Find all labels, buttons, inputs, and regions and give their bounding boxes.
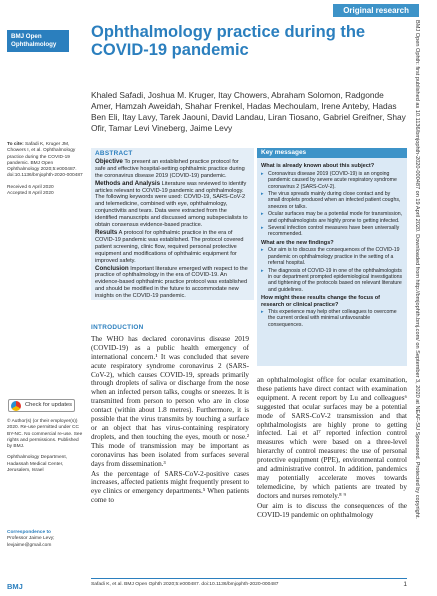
key-question-2: What are the new findings?	[261, 239, 334, 246]
results-text: A protocol for ophthalmic practice in the era of COVID-19 pandemic was established. The protocol covered patient screening, clinic flow, required personal protective equipment and modifications of ophthalmic equipment for improved safety.	[95, 229, 244, 264]
list-item: ▸ Several infection control measures have been universally recommended.	[261, 225, 403, 238]
journal-logo[interactable]	[7, 30, 69, 52]
section-tag: Original research	[333, 4, 419, 17]
correspondence-name: Professor Jaime Levy;	[7, 536, 55, 542]
list-item: ▸ This experience may help other colleagues to overcome the current ordeal with minimal unfavourable consequences.	[261, 309, 403, 328]
author-list: Khaled Safadi, Joshua M. Kruger, Itay Chowers, Abraham Solomon, Radgonde Amer, Hamzah Aweidah, Shahar Frenkel, Hadas Mechoulam, Irene Anteby, Hadas Ben Eli, Itay Lavy, Tarek Jaouni, David Landau, Liran Tiosano, Gabriel Greifner, Shay Ofir, Tamar Levi Vineberg, Jaime Levy	[91, 90, 406, 133]
page-number: 1	[403, 581, 407, 588]
methods-text: Literature was reviewed to identify articles relevant to COVID-19 pandemic and ophthalmology. The following keywords were used: COVID-19, SARS-CoV-2 and telemedicine, combined with eye, ophthalmology, conjunctivitis and tears. Data were extracted from the identified manuscripts and discussed among subspecialists to obtain consensus evidence-based practice.	[95, 180, 248, 229]
key-list-3	[261, 309, 403, 328]
key-question-1: What is already known about this subject?	[261, 163, 375, 170]
article-title: Ophthalmology practice during the COVID-19 pandemic	[91, 23, 366, 59]
body-paragraph: an ophthalmologist office for ocular examination, these patients have direct contact with examination equipment. A recent report by Lu and colleagues⁶ suggested that ocular surfaces may be a potential mode of SARS-CoV-2 transmission and that ophthalmologists are highly prone to getting infected. Lai et al⁷ reported infection control measures which were based on a three-level hierarchy of control measures: the use of personal protective equipment (PPE), environmental control and administrative control. In addition, pandemics may potentially accelerate moves towards telemedicine, by which patients are treated by doctors and nurses remotely.⁸ ⁹	[257, 376, 407, 500]
top-bar	[0, 0, 437, 18]
key-messages-heading: Key messages	[257, 148, 407, 158]
vertical-publication-note	[410, 20, 422, 580]
objective-text: To present an established practice protocol for safe and effective hospital-setting ophthalmic practice during the coronavirus disease 2019 (COVID-19) pandemic.	[95, 158, 245, 179]
journal-logo-line2: Ophthalmology	[11, 41, 57, 48]
cite-label: To cite:	[7, 142, 24, 147]
footer-rule	[91, 578, 407, 579]
conclusion-label: Conclusion	[95, 264, 129, 272]
results-label: Results	[95, 228, 118, 236]
check-for-updates-button[interactable]	[8, 399, 75, 412]
license-block	[7, 419, 83, 474]
conclusion-text: Important literature emerged with respect to the practice of ophthalmology in the era of COVID-19. An evidence-based ophthalmic practice protocol was established and should be modified in the future to accommodate new insights on the COVID-19 pandemic.	[95, 265, 248, 300]
vertical-note-text: BMJ Open Ophth: first published as 10.1136/bmjophth-2020-000487 on 19 April 2020. Downloaded from http://bmjophth.bmj.com/ on September 3, 2020 at NEAF-SU Sponsored. Protected by copyright.	[414, 20, 420, 519]
introduction-heading: INTRODUCTION	[91, 324, 144, 331]
accepted-date: Accepted 8 April 2020	[7, 191, 54, 197]
abstract-heading: ABSTRACT	[95, 150, 133, 157]
citation-sidebar	[7, 142, 83, 197]
body-column-right	[257, 376, 407, 521]
key-list-2	[261, 247, 403, 293]
list-item: ▸ Our aim is to discuss the consequences of the COVID-19 pandemic on ophthalmology practice in the setting of a referral hospital.	[261, 247, 403, 266]
objective-label: Objective	[95, 157, 123, 165]
key-messages-box	[257, 148, 407, 366]
abstract-box	[91, 148, 254, 300]
correspondence-heading: Correspondence to	[7, 530, 51, 535]
list-item: ▸ Coronavirus disease 2019 (COVID-19) is an ongoing pandemic caused by severe acute respiratory syndrome coronavirus 2 (SARS-CoV-2).	[261, 171, 403, 190]
methods-label: Methods and Analysis	[95, 179, 161, 187]
list-item: ▸ The diagnosis of COVID-19 in one of the ophthalmologists in our department prompted epidemiological investigations and tightening of the protocols based on relevant literature and guidelines.	[261, 268, 403, 294]
cite-text: Safadi K, Kruger JM, Chowers I, et al. Ophthalmology practice during the COVID-19 pandemic. BMJ Open Ophthalmology 2020;5:e000487. doi:10.1136/bmjophth-2020-000487	[7, 142, 83, 179]
body-column-left	[91, 324, 249, 506]
journal-logo-line1: BMJ Open	[11, 33, 42, 40]
footer-bmj-logo: BMJ	[7, 582, 23, 591]
footer-citation: Safadi K, et al. BMJ Open Ophth 2020;5:e000487. doi:10.1136/bmjophth-2020-000487	[91, 582, 279, 587]
check-for-updates-label: Check for updates	[25, 402, 73, 408]
received-date: Received 6 April 2020	[7, 184, 54, 190]
affiliation: Ophthalmology Department, Hadassah Medical Center, Jerusalem, Israel	[7, 455, 67, 474]
key-question-3: How might these results change the focus of research or clinical practice?	[261, 295, 381, 308]
body-paragraph: Our aim is to discuss the consequences of the COVID-19 pandemic on ophthalmology	[257, 501, 407, 519]
body-paragraph: As the percentage of SARS-CoV-2-positive cases increases, affected patients might frequently present to eye clinics or emergency departments.⁵ When patients come to	[91, 469, 249, 505]
correspondence-block	[7, 530, 83, 549]
license-text: © Author(s) (or their employer(s)) 2020. Re-use permitted under CC BY-NC. No commercial re-use. See rights and permissions. Published by BMJ.	[7, 419, 83, 450]
key-list-1	[261, 171, 403, 238]
crossmark-icon	[11, 401, 21, 411]
list-item: ▸ Ocular surfaces may be a potential mode for transmission, and ophthalmologists are highly prone to getting infected.	[261, 211, 403, 224]
correspondence-email[interactable]: levjaime@gmail.com	[7, 542, 52, 548]
body-paragraph: The WHO has declared coronavirus disease 2019 (COVID-19) as a public health emergency of international concern.¹ It was concluded that severe acute respiratory syndrome coronavirus 2 (SARS-CoV-2), which causes COVID-19, spreads primarily through droplets of saliva or discharge from the nose when an infected person talks, coughs or sneezes. It is transmitted from person to person who are in close contact (within about 1.8 metres). Furthermore, it is possible that the virus transmits by touching a surface or an object that has virus-containing respiratory droplets, and then touching the eyes, mouth or nose.² This mode of transmission may be important as coronavirus has been isolated from surfaces several days from dissemination.³	[91, 334, 249, 468]
list-item: ▸ The virus spreads mainly during close contact and by small droplets produced when an infected patient coughs, sneezes or talks.	[261, 191, 403, 210]
